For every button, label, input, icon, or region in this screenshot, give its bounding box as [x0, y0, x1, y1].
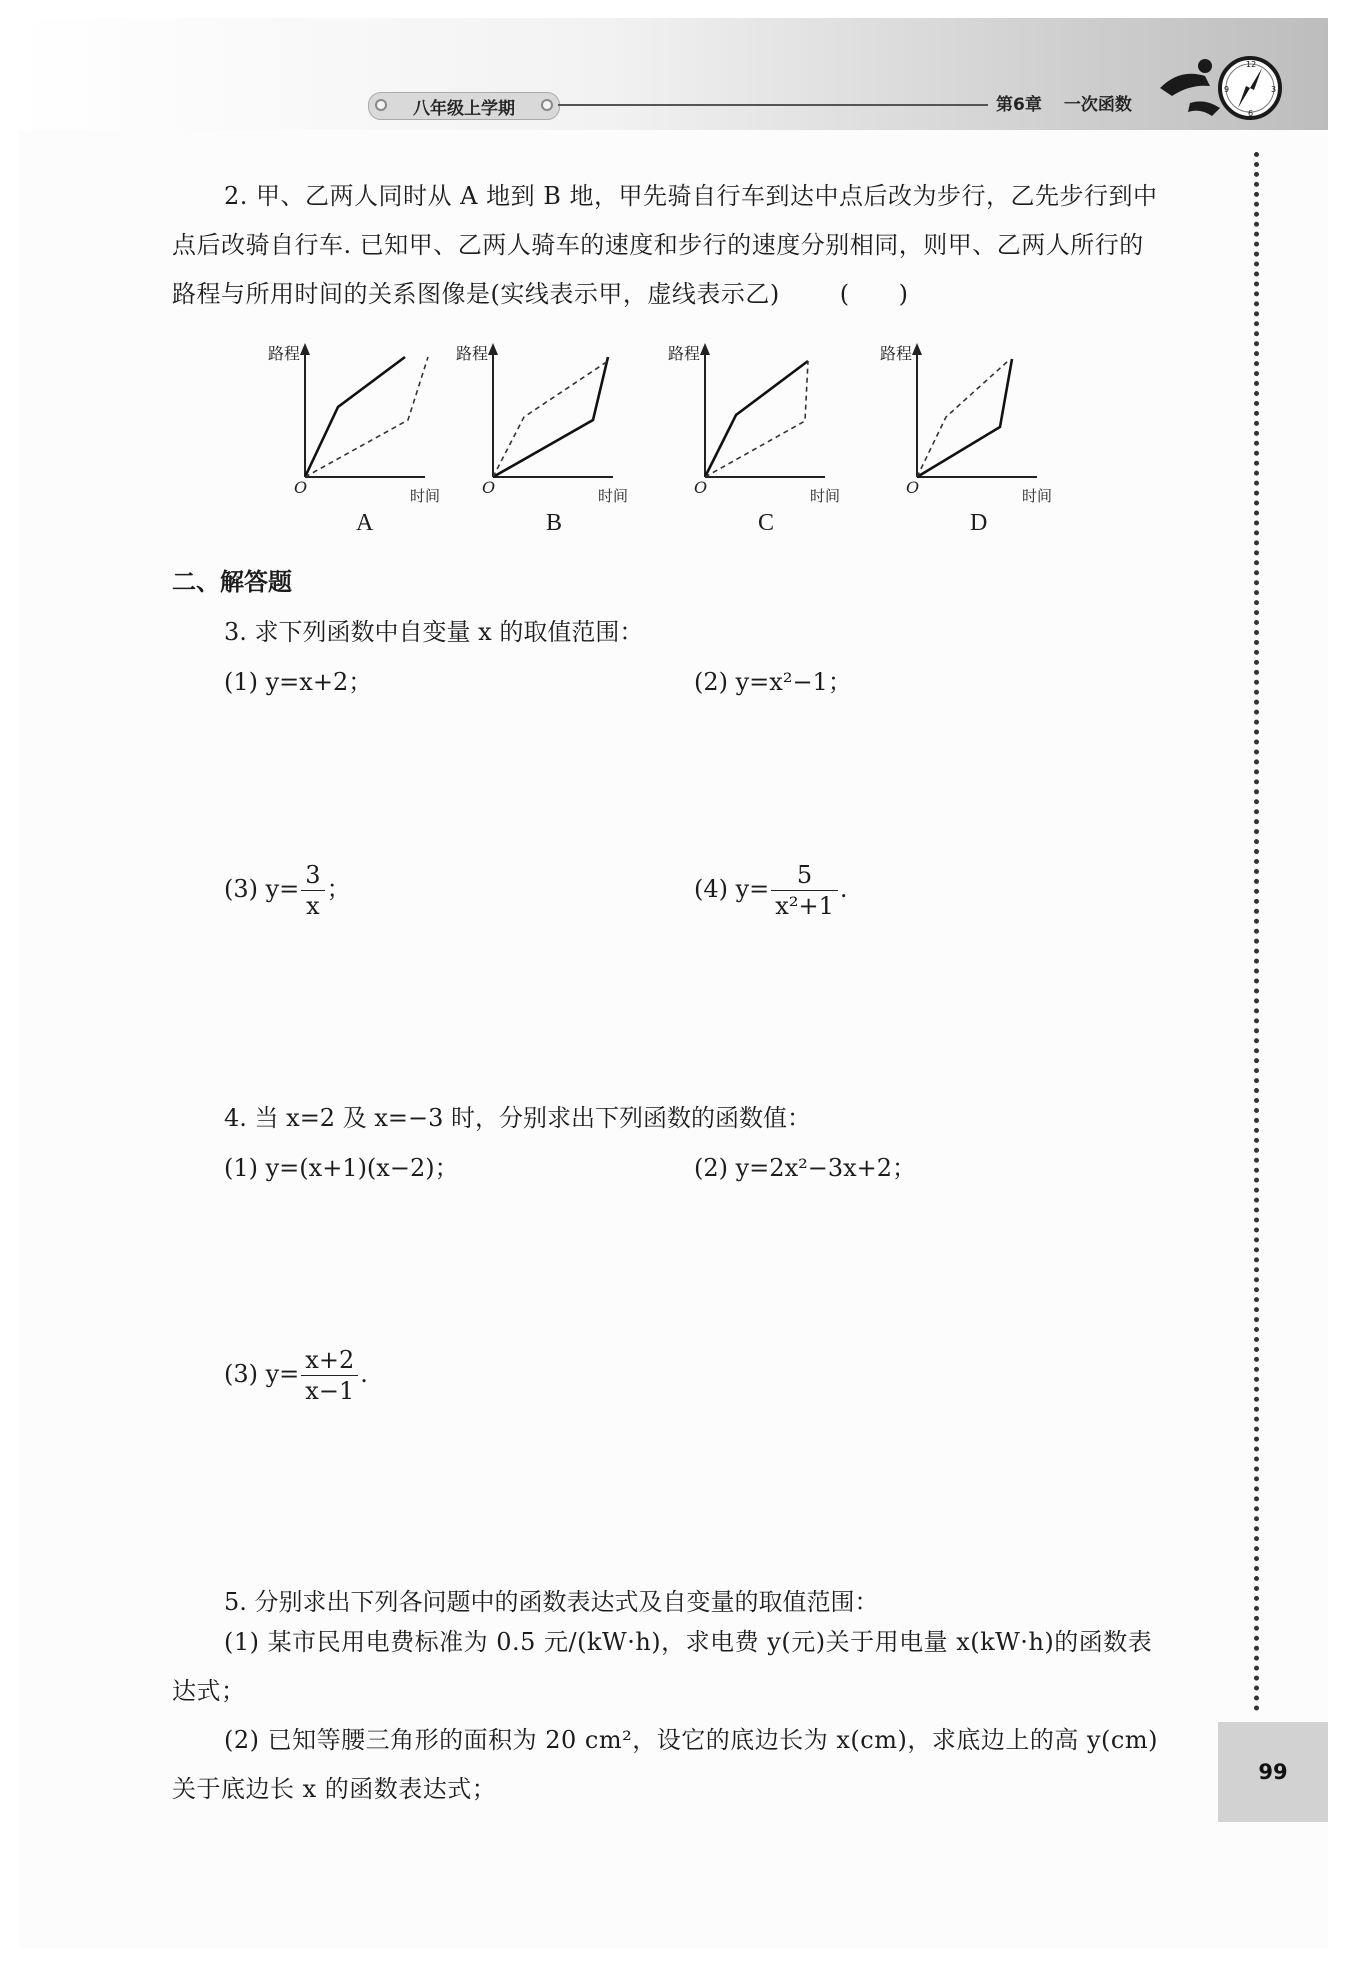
svg-text:3: 3 [1271, 85, 1277, 94]
y-axis-label: 路程 [668, 344, 701, 363]
y-axis-label: 路程 [456, 344, 489, 363]
solid-line [493, 357, 608, 477]
runner-compass-icon [1150, 48, 1290, 128]
numerator: x+2 [305, 1346, 355, 1374]
fraction [301, 1345, 358, 1406]
choice-label-c: C [758, 510, 775, 536]
answer-paren: ( ) [839, 280, 909, 308]
dashed-line [305, 357, 428, 477]
fraction [301, 860, 324, 921]
solid-line [917, 359, 1012, 477]
origin-label: O [482, 478, 496, 497]
dashed-line [917, 361, 1008, 477]
chapter-heading [996, 90, 1132, 115]
question-3-part-4 [694, 860, 847, 921]
x-axis-label: 时间 [598, 487, 628, 505]
svg-text:12: 12 [1246, 60, 1257, 69]
graph-c [640, 335, 840, 515]
part-suffix: ； [326, 875, 351, 903]
grade-label: 八年级上学期 [413, 98, 515, 119]
solid-line [305, 357, 405, 477]
chapter-title: 一次函数 [1063, 95, 1132, 115]
denominator: x−1 [301, 1375, 358, 1406]
dashed-line [493, 361, 608, 477]
graph-b [428, 335, 628, 515]
choice-label-d: D [970, 510, 988, 536]
question-3-part-2: (2) y=x²−1； [694, 668, 852, 696]
question-5-stem: 5. 分别求出下列各问题中的函数表达式及自变量的取值范围： [224, 1588, 879, 1616]
question-2-text: 2. 甲、乙两人同时从 A 地到 B 地，甲先骑自行车到达中点后改为步行，乙先步行到中点后改骑自行车. 已知甲、乙两人骑车的速度和步行的速度分别相同，则甲、乙两人所行的路程与所用时间的关系图像是(实线表示甲，虚线表示乙) [172, 182, 1158, 308]
svg-text:9: 9 [1224, 85, 1230, 94]
question-3-stem: 3. 求下列函数中自变量 x 的取值范围： [224, 618, 644, 646]
denominator: x [301, 890, 324, 921]
part-suffix: . [839, 875, 848, 903]
part-suffix: . [360, 1360, 368, 1388]
question-3-part-3 [224, 860, 351, 921]
x-axis-label: 时间 [410, 487, 440, 505]
chapter-number: 第6章 [996, 95, 1042, 115]
question-5-part-2: (2) 已知等腰三角形的面积为 20 cm²，设它的底边长为 x(cm)，求底边上的高 y(cm)关于底边长 x 的函数表达式； [172, 1726, 1158, 1803]
graph-d [852, 335, 1052, 515]
solid-line [705, 361, 808, 477]
part-prefix: (4) y= [694, 875, 770, 903]
part-prefix: (3) y= [224, 1360, 300, 1388]
grade-badge [368, 92, 560, 120]
numerator: 3 [305, 861, 321, 889]
question-2 [172, 172, 1162, 319]
y-axis-label: 路程 [880, 344, 913, 363]
part-prefix: (3) y= [224, 875, 300, 903]
question-4-stem: 4. 当 x=2 及 x=−3 时，分别求出下列函数的函数值： [224, 1104, 811, 1132]
x-axis-label: 时间 [810, 487, 840, 505]
denominator: x²+1 [771, 890, 838, 921]
dotted-margin [1254, 152, 1259, 1712]
section-title: 二、解答题 [172, 568, 292, 596]
origin-label: O [694, 478, 708, 497]
question-4-part-1: (1) y=(x+1)(x−2)； [224, 1154, 459, 1182]
origin-label: O [294, 478, 308, 497]
question-4-part-3 [224, 1345, 368, 1406]
x-axis-label: 时间 [1022, 487, 1052, 505]
question-3-part-1: (1) y=x+2； [224, 668, 373, 696]
svg-text:6: 6 [1248, 109, 1254, 118]
choice-label-b: B [546, 510, 563, 536]
header-rule [558, 104, 988, 106]
y-axis-label: 路程 [268, 344, 301, 363]
page-number: 99 [1218, 1722, 1328, 1822]
numerator: 5 [796, 861, 813, 889]
graph-a [240, 335, 440, 515]
question-4-part-2: (2) y=2x²−3x+2； [694, 1154, 917, 1182]
pill-dot-icon [541, 99, 553, 111]
choice-label-a: A [356, 510, 374, 536]
dashed-line [705, 361, 808, 477]
question-5-part-1: (1) 某市民用电费标准为 0.5 元/(kW·h)，求电费 y(元)关于用电量 x(kW·h)的函数表达式； [172, 1628, 1153, 1705]
fraction [771, 860, 838, 921]
pill-dot-icon [375, 99, 387, 111]
origin-label: O [906, 478, 920, 497]
